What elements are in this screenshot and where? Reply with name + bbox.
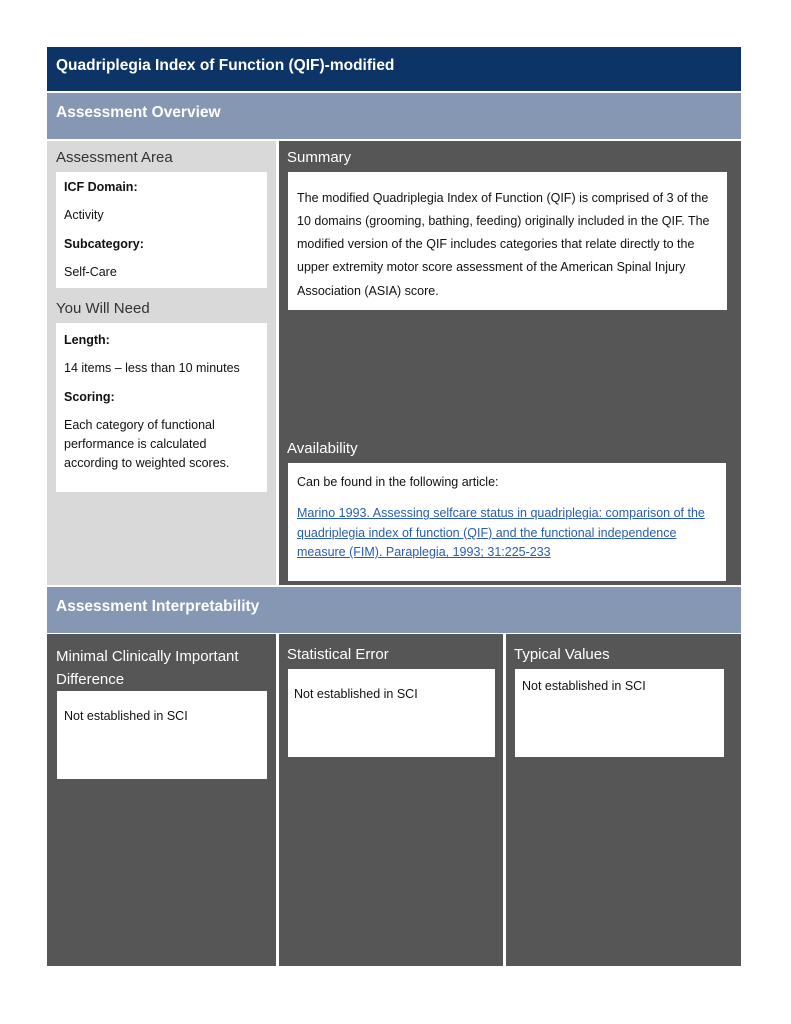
statistical-error-card (288, 669, 495, 757)
typical-values-value: Not established in SCI (522, 679, 646, 693)
statistical-error-heading: Statistical Error (287, 646, 389, 663)
scoring-label: Scoring: (64, 389, 115, 404)
subcategory-label: Subcategory: (64, 236, 144, 251)
mcid-value: Not established in SCI (64, 709, 188, 723)
subcategory-value: Self-Care (64, 265, 117, 280)
page-title: Quadriplegia Index of Function (QIF)-modified (47, 47, 741, 91)
summary-text: The modified Quadriplegia Index of Function (QIF) is comprised of 3 of the 10 domains (grooming, bathing, feeding) originally included in the QIF. The modified version of the QIF includes categories that relate directly to the upper extremity motor score assessment of the American Spinal Injury Association (ASIA) score. (297, 191, 710, 298)
summary-card (288, 172, 727, 310)
mcid-heading: Minimal Clinically Important Difference (56, 648, 239, 688)
length-value: 14 items – less than 10 minutes (64, 361, 240, 376)
scoring-value: Each category of functional performance is calculated according to weighted scores. (64, 418, 230, 470)
section-header-overview: Assessment Overview (47, 93, 741, 139)
icf-domain-label: ICF Domain: (64, 180, 138, 194)
assessment-area-card (56, 172, 267, 288)
article-link[interactable]: Marino 1993. Assessing selfcare status in quadriplegia: comparison of the quadriplegia index of function (QIF) and the functional independence measure (FIM). Paraplegia, 1993; 31:225-233 (297, 506, 705, 560)
statistical-error-value: Not established in SCI (294, 687, 418, 701)
mcid-card (57, 691, 267, 779)
availability-card (288, 463, 726, 581)
assessment-area-heading: Assessment Area (56, 149, 173, 166)
section-header-interpretability: Assessment Interpretability (47, 587, 741, 633)
typical-values-heading: Typical Values (514, 646, 610, 663)
availability-intro: Can be found in the following article: (297, 475, 499, 489)
icf-domain-value: Activity (64, 208, 104, 223)
you-will-need-heading: You Will Need (56, 300, 150, 317)
summary-heading: Summary (287, 149, 352, 166)
length-label: Length: (64, 333, 110, 347)
typical-values-card (515, 669, 724, 757)
you-will-need-card (56, 323, 267, 492)
availability-heading: Availability (287, 440, 358, 457)
